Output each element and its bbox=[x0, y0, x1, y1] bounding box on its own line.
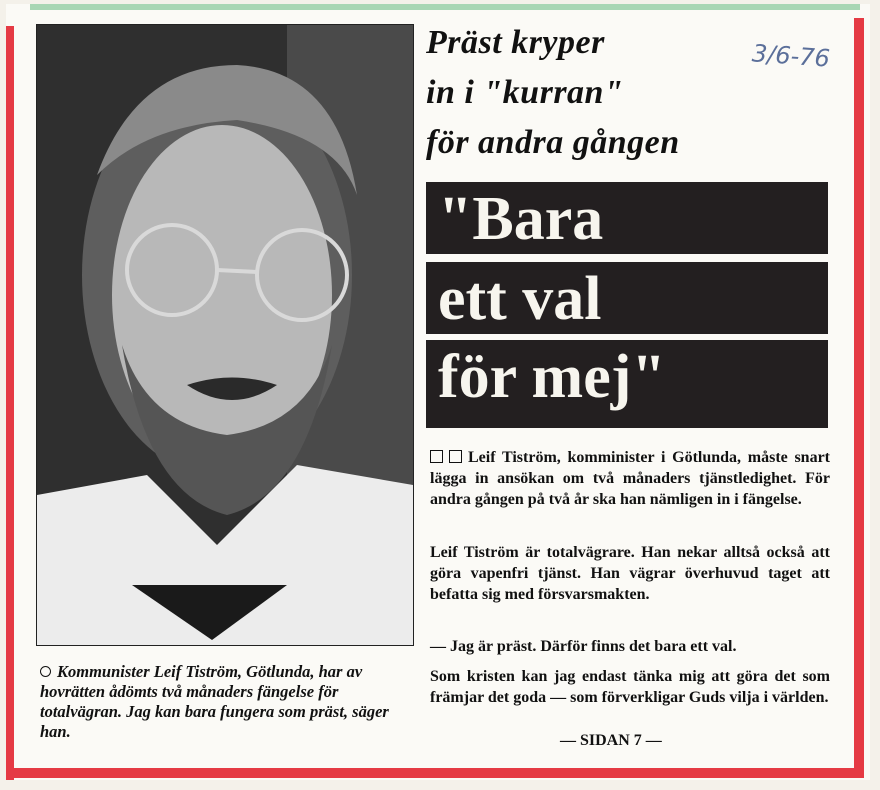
kicker-headline bbox=[426, 18, 806, 168]
red-border-left bbox=[6, 26, 14, 780]
article-paragraph bbox=[430, 447, 830, 510]
article-paragraph: Som kristen kan jag endast tänka mig att göra det som främjar det goda — som förverkligar Guds vilja i världen. bbox=[430, 668, 830, 706]
paragraph-text: Leif Tiström, komminister i Götlunda, måste snart lägga in ansökan om två månaders tjänstledighet. För andra gången på två år ska han nämligen in i fängelse. bbox=[430, 449, 830, 508]
article-paragraph: Leif Tiström är totalvägrare. Han nekar alltså också att göra vapenfri tjänst. Han vägrar överhuvud taget att befatta sig med försvarsmakten. bbox=[430, 544, 830, 603]
square-bullet-icon bbox=[449, 450, 462, 463]
square-bullet-icon bbox=[430, 450, 443, 463]
kicker-line: in i "kurran" bbox=[426, 74, 624, 111]
portrait-photo bbox=[36, 24, 414, 646]
main-headline-line: för mej" bbox=[426, 340, 828, 428]
main-headline-line: "Bara bbox=[426, 182, 828, 254]
page-reference: — SIDAN 7 — bbox=[560, 732, 662, 749]
caption-text: Kommunister Leif Tiström, Götlunda, har av hovrätten ådömts två månaders fängelse för totalvägran. Jag kan bara fungera som präst, säger han. bbox=[40, 662, 389, 741]
main-headline-line: ett val bbox=[426, 262, 828, 334]
handwritten-date: 3/6-76 bbox=[751, 39, 831, 73]
kicker-line: för andra gången bbox=[426, 124, 680, 161]
red-border-bottom bbox=[6, 768, 864, 778]
photo-caption bbox=[40, 662, 420, 742]
bullet-circle-icon bbox=[40, 666, 51, 677]
red-border-right bbox=[854, 18, 864, 778]
article-paragraph: — Jag är präst. Därför finns det bara ett val. bbox=[430, 638, 737, 655]
kicker-line: Präst kryper bbox=[426, 24, 605, 61]
green-edge bbox=[30, 4, 860, 10]
